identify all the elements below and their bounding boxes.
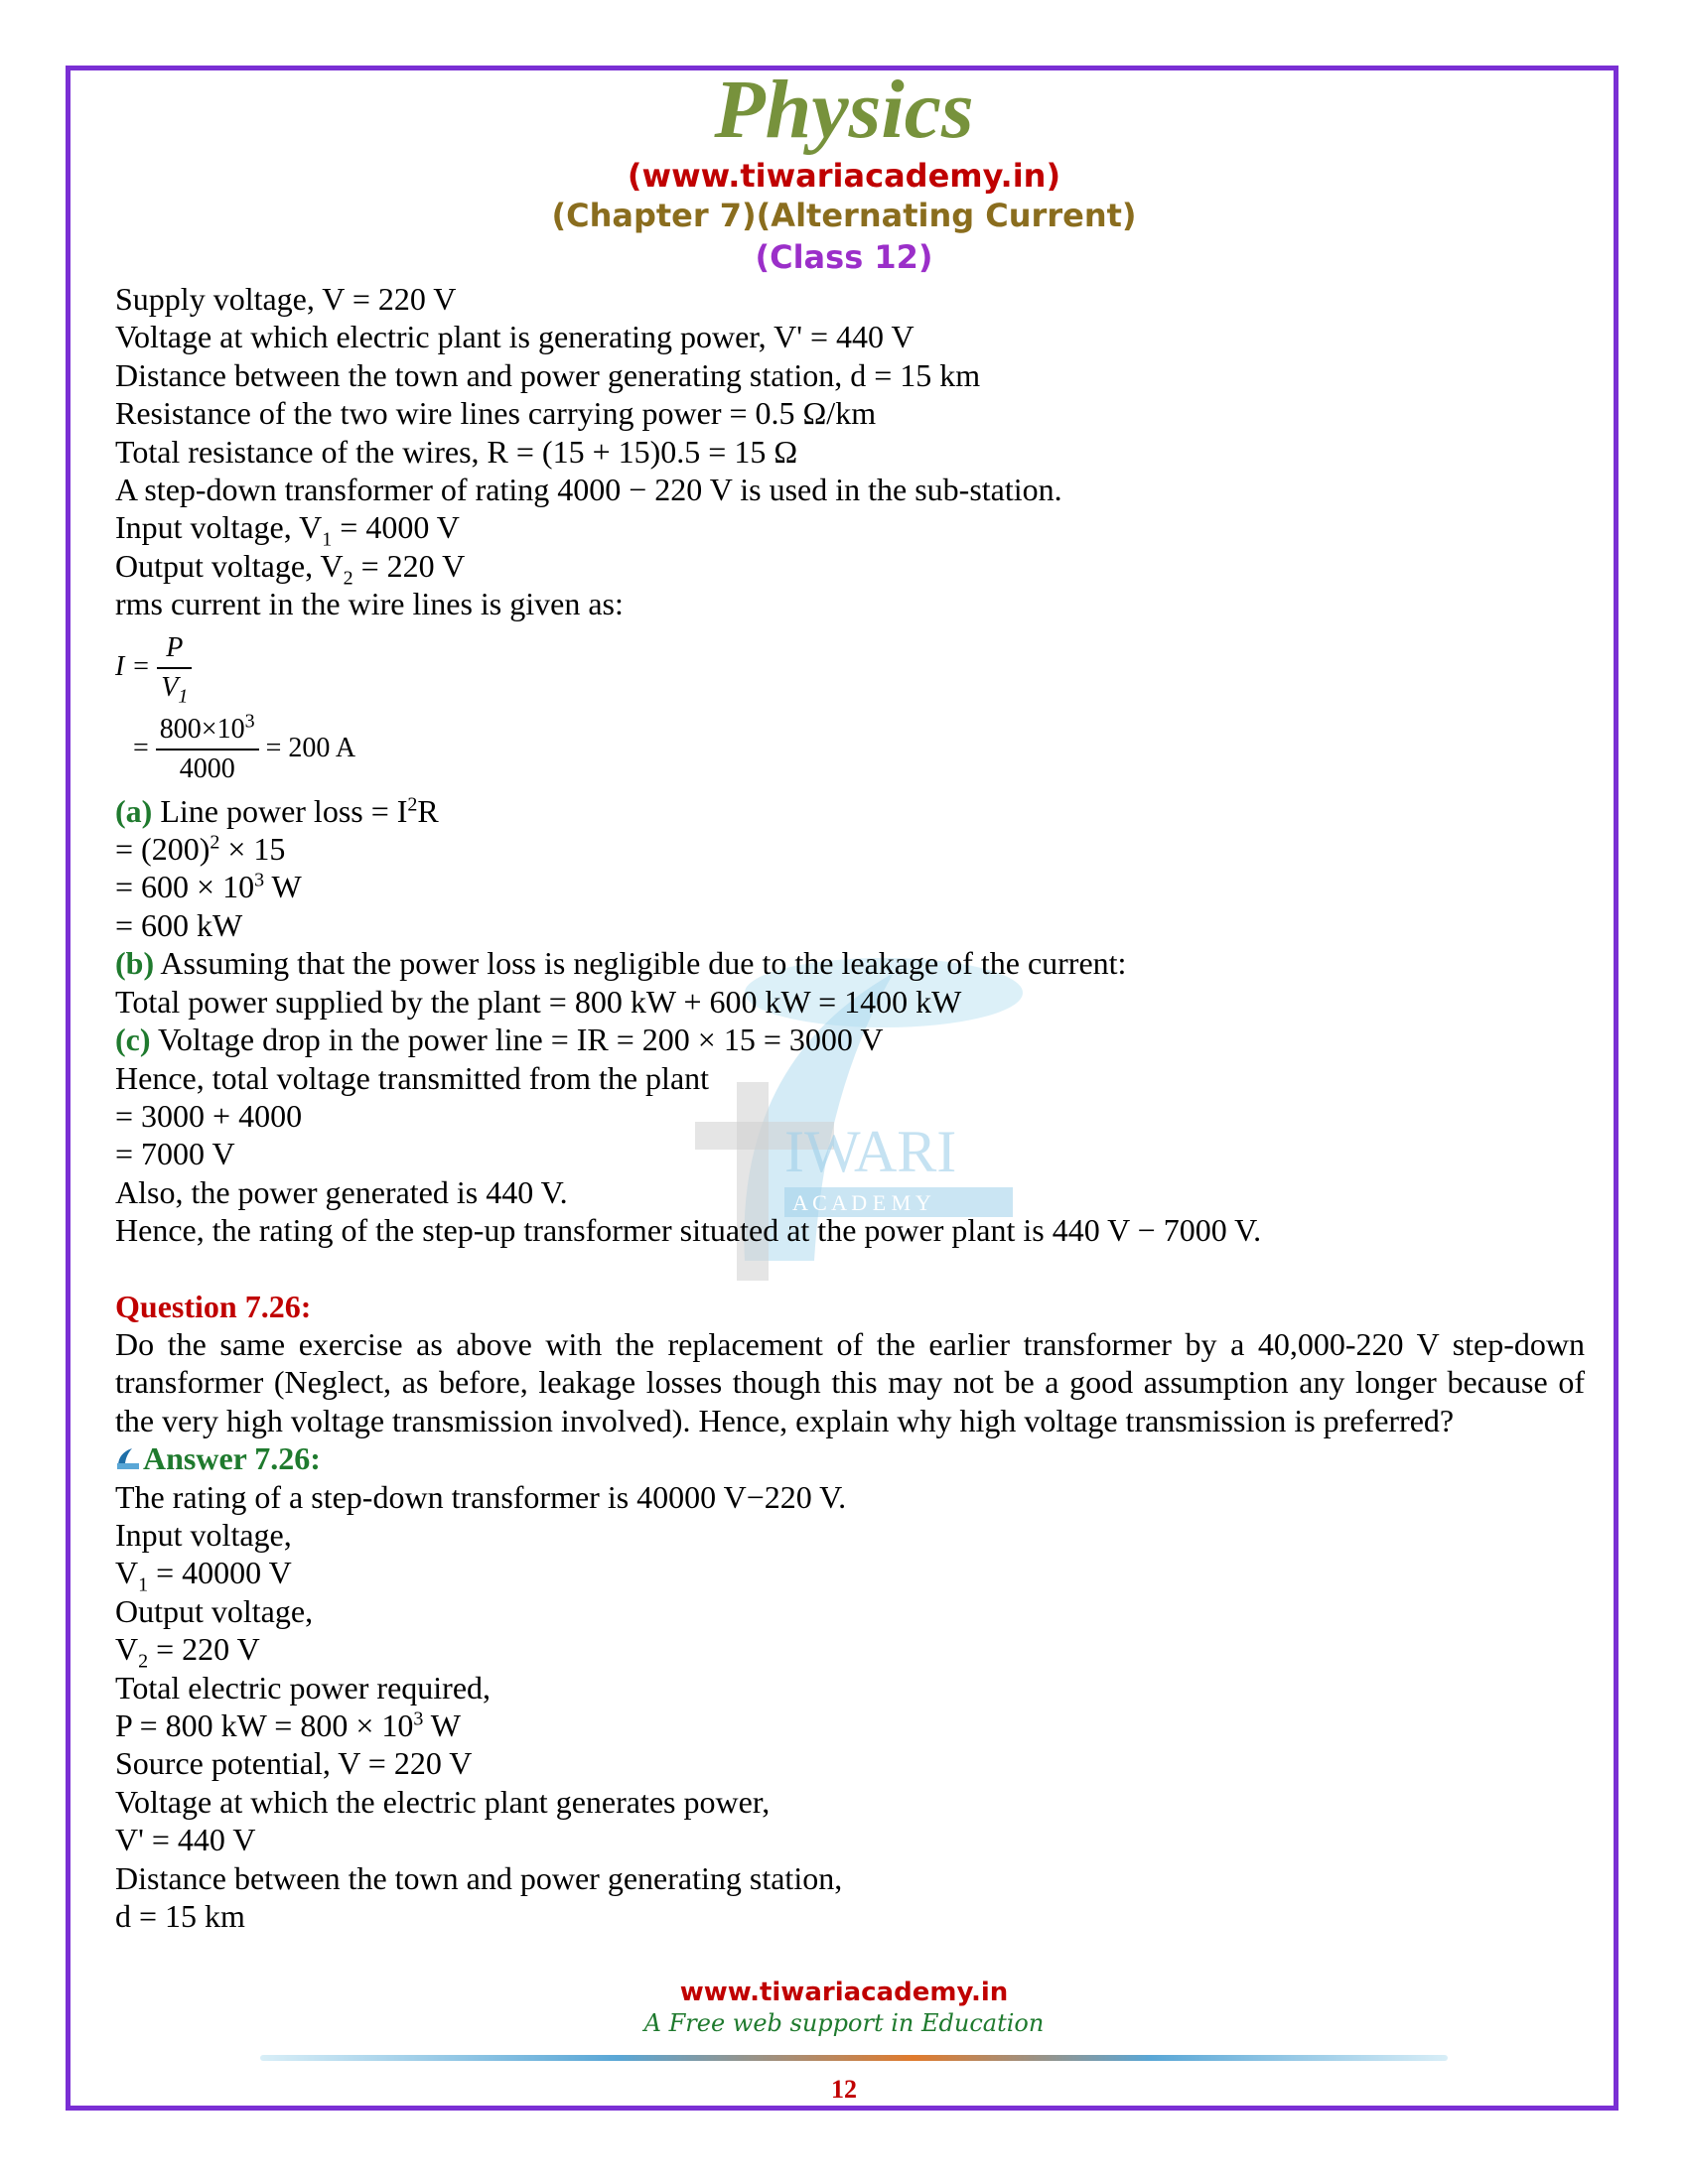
- text-line: Total resistance of the wires, R = (15 + 15)0.5 = 15 Ω: [115, 433, 798, 470]
- page-number: 12: [831, 2075, 857, 2104]
- text-line: Hence, the rating of the step-up transformer situated at the power plant is 440 V − 7000 V.: [115, 1212, 1262, 1249]
- denominator: 4000: [179, 753, 235, 785]
- text-line: Supply voltage, V = 220 V: [115, 281, 457, 317]
- text-run: Output voltage, V: [115, 547, 344, 584]
- subscript: 1: [178, 685, 189, 708]
- subscript: 1: [138, 1573, 149, 1596]
- text-line: A step-down transformer of rating 4000 − 220 V is used in the sub-station.: [115, 472, 1062, 508]
- text-line: Total power supplied by the plant = 800 kW + 600 kW = 1400 kW: [115, 983, 962, 1020]
- superscript: 3: [244, 710, 255, 733]
- question-text: Do the same exercise as above with the replacement of the earlier transformer by a 40,000-220 V step-down transformer (Neglect, as before, leakage losses though this may not be a good assumption any longer because of the very high voltage transmission involved). Hence, explain why high voltage transmission is preferred?: [115, 1325, 1585, 1438]
- watermark-sub: A C A D E M Y: [792, 1190, 931, 1215]
- numerator: [156, 711, 259, 751]
- main-content: [115, 280, 1585, 1935]
- text-line: Output voltage,: [115, 1592, 314, 1629]
- text-line: Distance between the town and power generating station, d = 15 km: [115, 356, 981, 393]
- text-run: Assuming that the power loss is negligible due to the leakage of the current:: [154, 945, 1127, 982]
- footer-divider: [260, 2055, 1448, 2061]
- text-line: [115, 868, 1585, 905]
- subscript: 1: [322, 528, 333, 551]
- answer-logo-icon: [115, 1445, 141, 1471]
- part-label: (b): [115, 945, 155, 982]
- text-line: = 600 kW: [115, 906, 243, 943]
- text-run: = 600 × 10: [115, 869, 255, 905]
- text-line: [115, 1630, 1585, 1673]
- superscript: 2: [407, 793, 418, 815]
- superscript: 3: [254, 869, 265, 891]
- text-run: Line power loss = I: [152, 792, 408, 829]
- text-line: [115, 792, 1585, 830]
- class-heading: (Class 12): [755, 238, 933, 276]
- text-line: Voltage at which electric plant is generating power, V' = 440 V: [115, 319, 914, 355]
- spacer: [115, 1250, 1585, 1288]
- formula-rhs: = 200 A: [265, 732, 356, 763]
- text-line: = 3000 + 4000: [115, 1097, 303, 1134]
- watermark-name: IWARI: [784, 1119, 957, 1184]
- chapter-heading: (Chapter 7)(Alternating Current): [551, 197, 1137, 234]
- text-run: V: [115, 1631, 139, 1668]
- footer-tagline: A Free web support in Education: [643, 2009, 1045, 2037]
- text-line: Source potential, V = 220 V: [115, 1745, 473, 1782]
- text-run: R: [417, 792, 439, 829]
- text-line: [115, 547, 1585, 590]
- text-line: rms current in the wire lines is given as:: [115, 586, 624, 622]
- text-run: W: [423, 1707, 461, 1743]
- text-line: The rating of a step-down transformer is 40000 V−220 V.: [115, 1478, 847, 1515]
- numerator: P: [157, 629, 192, 669]
- page-title: Physics: [714, 64, 974, 156]
- text-line: [115, 508, 1585, 551]
- text-run: = (200): [115, 831, 211, 868]
- text-run: Input voltage, V: [115, 509, 323, 546]
- formula-current-value: [115, 711, 1585, 792]
- text-line: Voltage at which the electric plant generates power,: [115, 1783, 771, 1820]
- fraction: [156, 711, 259, 789]
- text-line: d = 15 km: [115, 1898, 245, 1935]
- text-line: [115, 1021, 1585, 1058]
- text-line: V' = 440 V: [115, 1822, 256, 1858]
- superscript: 2: [210, 831, 220, 854]
- header-url[interactable]: (www.tiwariacademy.in): [627, 157, 1061, 195]
- text-line: Also, the power generated is 440 V.: [115, 1173, 568, 1210]
- text-run: = 40000 V: [148, 1555, 292, 1591]
- text-run: = 4000 V: [332, 509, 460, 546]
- text-line: [115, 944, 1585, 982]
- text-run: V: [161, 672, 179, 704]
- text-line: Resistance of the two wire lines carrying power = 0.5 Ω/km: [115, 395, 877, 432]
- text-run: Voltage drop in the power line = IR = 200 × 15 = 3000 V: [150, 1022, 884, 1058]
- text-run: V: [115, 1555, 139, 1591]
- formula-current: [115, 623, 1585, 711]
- text-run: = 220 V: [148, 1631, 260, 1668]
- question-label: Question 7.26:: [115, 1288, 312, 1324]
- text-line: [115, 1706, 1585, 1744]
- text-line: Hence, total voltage transmitted from the plant: [115, 1059, 710, 1096]
- footer-url[interactable]: www.tiwariacademy.in: [679, 1978, 1009, 2007]
- text-line: = 7000 V: [115, 1136, 235, 1172]
- text-line: [115, 830, 1585, 868]
- text-line: Total electric power required,: [115, 1669, 492, 1706]
- fraction: [157, 629, 192, 708]
- text-run: × 15: [219, 831, 286, 868]
- formula-lhs: I =: [115, 650, 151, 682]
- denominator: [157, 669, 192, 707]
- subscript: 2: [138, 1650, 149, 1673]
- text-run: 800×10: [159, 713, 245, 745]
- text-line: Distance between the town and power generating station,: [115, 1859, 843, 1896]
- superscript: 3: [413, 1707, 424, 1730]
- subscript: 2: [343, 567, 353, 590]
- part-label: (c): [115, 1022, 151, 1058]
- text-line: Input voltage,: [115, 1516, 292, 1553]
- text-line: [115, 1554, 1585, 1596]
- formula-eq: =: [133, 732, 149, 763]
- text-run: W: [264, 869, 302, 905]
- text-run: = 220 V: [352, 547, 466, 584]
- text-run: P = 800 kW = 800 × 10: [115, 1707, 414, 1743]
- answer-label: Answer 7.26:: [143, 1440, 321, 1477]
- answer-label-line: [115, 1439, 1585, 1477]
- part-label: (a): [115, 792, 153, 829]
